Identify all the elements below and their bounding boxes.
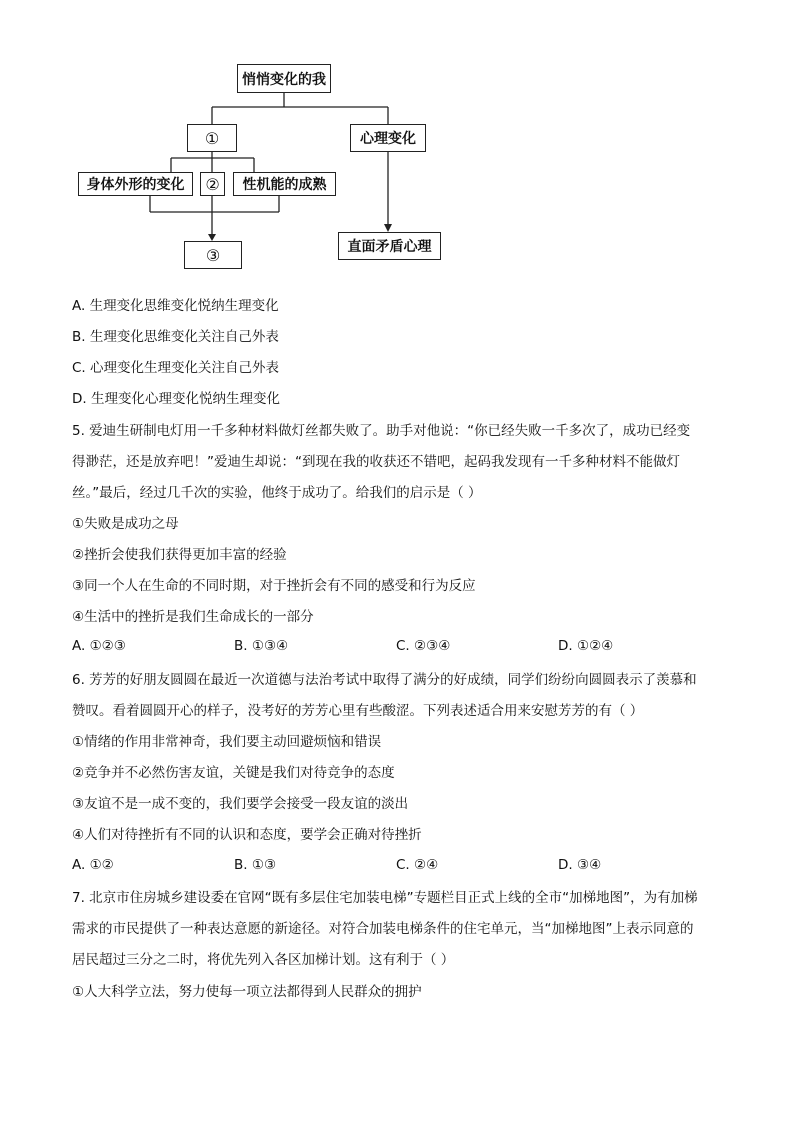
q7-stem-line-1: 7. 北京市住房城乡建设委在官网“既有多层住宅加装电梯”专题栏目正式上线的全市“加梯地图”，为有加梯: [72, 890, 698, 906]
q7-statement-1: ①人大科学立法，努力使每一项立法都得到人民群众的拥护: [72, 984, 422, 1000]
q6-statement-1: ①情绪的作用非常神奇，我们要主动回避烦恼和错误: [72, 734, 382, 750]
blank-node-1: ①: [187, 124, 237, 152]
q6-stem-line-1: 6. 芳芳的好朋友圆圆在最近一次道德与法治考试中取得了满分的好成绩，同学们纷纷向圆圆表示了羡慕和: [72, 672, 697, 688]
q5-choice-c: C. ②③④: [396, 638, 451, 654]
q6-choice-a: A. ①②: [72, 857, 114, 873]
q4-option-a: A. 生理变化思维变化悦纳生理变化: [72, 298, 279, 314]
blank-node-2: ②: [200, 172, 225, 196]
q4-option-c: C. 心理变化生理变化关注自己外表: [72, 360, 280, 376]
body-shape-node: 身体外形的变化: [78, 172, 193, 196]
q6-choice-c: C. ②④: [396, 857, 439, 873]
q4-option-d: D. 生理变化心理变化悦纳生理变化: [72, 391, 280, 407]
q5-choices: [72, 638, 732, 658]
q5-statement-2: ②挫折会使我们获得更加丰富的经验: [72, 547, 287, 563]
blank-node-3: ③: [184, 241, 242, 269]
q6-statement-4: ④人们对待挫折有不同的认识和态度，要学会正确对待挫折: [72, 827, 422, 843]
q6-choice-b: B. ①③: [234, 857, 277, 873]
q4-option-b: B. 生理变化思维变化关注自己外表: [72, 329, 279, 345]
q6-statement-3: ③友谊不是一成不变的，我们要学会接受一段友谊的淡出: [72, 796, 409, 812]
contradiction-node: 直面矛盾心理: [338, 232, 441, 260]
q7-stem-line-2: 需求的市民提供了一种表达意愿的新途径。对符合加装电梯条件的住宅单元，当“加梯地图”上表示同意的: [72, 921, 694, 937]
q5-choice-a: A. ①②③: [72, 638, 126, 654]
q6-choice-d: D. ③④: [558, 857, 602, 873]
q5-statement-3: ③同一个人在生命的不同时期，对于挫折会有不同的感受和行为反应: [72, 578, 476, 594]
concept-diagram: [0, 0, 794, 290]
q5-stem-line-3: 丝。”最后，经过几千次的实验，他终于成功了。给我们的启示是（ ）: [72, 485, 482, 501]
q5-choice-b: B. ①③④: [234, 638, 289, 654]
psychological-change-node: 心理变化: [350, 124, 426, 152]
root-node: 悄悄变化的我: [237, 64, 331, 93]
q7-stem-line-3: 居民超过三分之二时，将优先列入各区加梯计划。这有利于（ ）: [72, 952, 455, 968]
q5-statement-4: ④生活中的挫折是我们生命成长的一部分: [72, 609, 314, 625]
q5-stem-line-1: 5. 爱迪生研制电灯用一千多种材料做灯丝都失败了。助手对他说：“你已经失败一千多次了，成功已经变: [72, 423, 691, 439]
q5-statement-1: ①失败是成功之母: [72, 516, 179, 532]
q5-stem-line-2: 得渺茫，还是放弃吧！”爱迪生却说：“到现在我的收获还不错吧，起码我发现有一千多种材料不能做灯: [72, 454, 680, 470]
q6-choices: [72, 857, 732, 877]
q6-statement-2: ②竞争并不必然伤害友谊，关键是我们对待竞争的态度: [72, 765, 395, 781]
q5-choice-d: D. ①②④: [558, 638, 614, 654]
q6-stem-line-2: 赞叹。看着圆圆开心的样子，没考好的芳芳心里有些酸涩。下列表述适合用来安慰芳芳的有（ ）: [72, 703, 644, 719]
sexual-maturity-node: 性机能的成熟: [233, 172, 336, 196]
